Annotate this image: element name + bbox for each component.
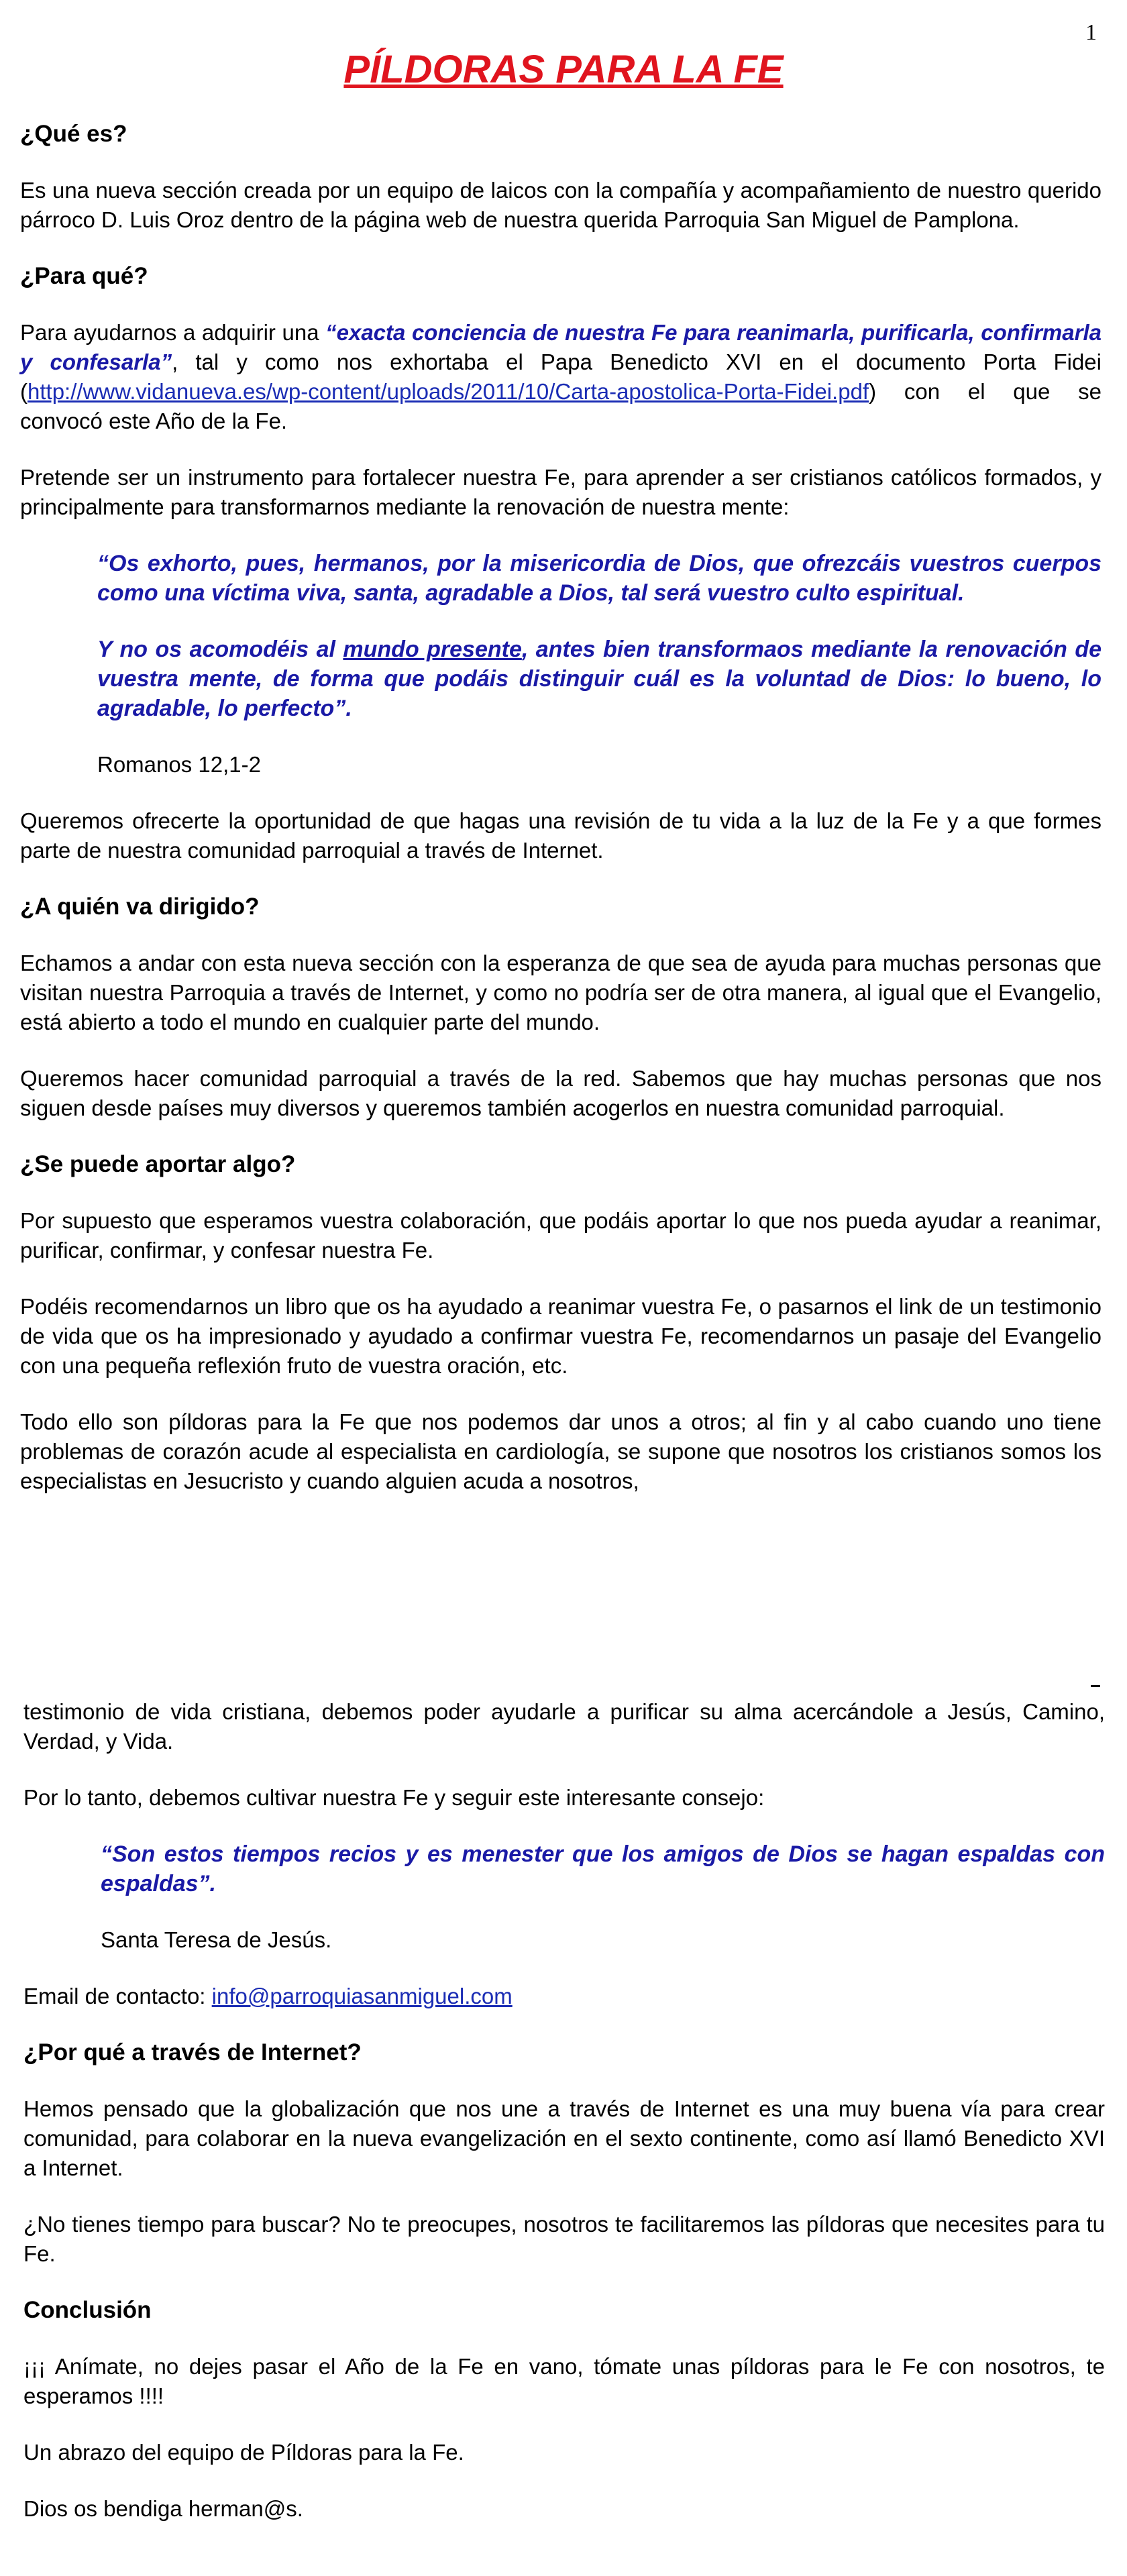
paragraph: Es una nueva sección creada por un equipo de laicos con la compañía y acompañamiento de nuestro querido párroco D. Luis Oroz dentro de la página web de nuestra querida Parroquia San Miguel de Pamplona. — [20, 178, 1102, 232]
quote-attribution: Santa Teresa de Jesús. — [101, 1927, 332, 1952]
teresa-quote: “Son estos tiempos recios y es menester que los amigos de Dios se hagan espaldas con espaldas”. — [101, 1841, 1105, 1896]
heading-para-que: ¿Para qué? — [20, 263, 148, 289]
contact-email-link[interactable]: info@parroquiasanmiguel.com — [211, 1984, 513, 2008]
heading-a-quien: ¿A quién va dirigido? — [20, 894, 260, 920]
paragraph: Un abrazo del equipo de Píldoras para la Fe. — [23, 2440, 464, 2465]
heading-conclusion: Conclusión — [23, 2297, 152, 2323]
document-title: PÍLDORAS PARA LA FE — [343, 48, 784, 91]
underlined-text: mundo presente — [343, 637, 522, 662]
paragraph: Dios os bendiga herman@s. — [23, 2496, 303, 2521]
paragraph: Por supuesto que esperamos vuestra colaboración, que podáis aportar lo que nos pueda ayudar a reanimar, purificar, confirmar, y confesar nuestra Fe. — [20, 1208, 1102, 1263]
paragraph: Hemos pensado que la globalización que nos une a través de Internet es una muy buena vía para crear comunidad, para colaborar en la nueva evangelización en el sexto continente, como así llamó Benedicto XVI a Internet. — [23, 2096, 1105, 2180]
paragraph: ¿No tienes tiempo para buscar? No te preocupes, nosotros te facilitaremos las píldoras que necesites para tu Fe. — [23, 2212, 1105, 2266]
bible-quote-2 — [97, 635, 1102, 723]
paragraph: Queremos ofrecerte la oportunidad de que hagas una revisión de tu vida a la luz de la Fe y a que formes parte de nuestra comunidad parroquial a través de Internet. — [20, 808, 1102, 863]
text: , tal y como nos exhortaba el Papa Benedicto XVI en el documento Porta Fidei ( — [20, 350, 1102, 404]
page-number: 1 — [1085, 20, 1097, 45]
document-body-continued — [23, 1697, 1105, 2551]
paragraph: Todo ello son píldoras para la Fe que nos podemos dar unos a otros; al fin y al cabo cuando uno tiene problemas de corazón acude al especialista en cardiología, se supone que nosotros los cristianos somos los especialistas en Jesucristo y cuando alguien acuda a nosotros, — [20, 1409, 1102, 1493]
porta-fidei-link[interactable]: http://www.vidanueva.es/wp-content/uploads/2011/10/Carta-apostolica-Porta-Fidei.pdf — [28, 379, 869, 404]
document-body — [20, 119, 1102, 1523]
text: Para ayudarnos a adquirir una — [20, 320, 326, 345]
text: , antes bien transformaos mediante la renovación de vuestra mente, de forma que podáis distinguir cuál es la voluntad de Dios: lo bueno, lo agradable, lo perfecto”. — [97, 637, 1102, 721]
heading-que-es: ¿Qué es? — [20, 121, 127, 147]
heading-internet: ¿Por qué a través de Internet? — [23, 2039, 362, 2065]
paragraph: Echamos a andar con esta nueva sección con la esperanza de que sea de ayuda para muchas personas que visitan nuestra Parroquia a través de Internet, y como no podría ser de otra manera, al igual que el Evangelio, está abierto a todo el mundo en cualquier parte del mundo. — [20, 951, 1102, 1034]
paragraph: Podéis recomendarnos un libro que os ha ayudado a reanimar vuestra Fe, o pasarnos el link de un testimonio de vida que os ha impresionado y ayudado a confirmar vuestra Fe, recomendarnos un pasaje del Evangelio con una pequeña reflexión fruto de vuestra oración, etc. — [20, 1294, 1102, 1378]
text: Y no os acomodéis al — [97, 637, 343, 662]
emphasis-quote: “exacta conciencia de nuestra Fe para reanimarla, purificarla, confirmarla y confesarla” — [20, 320, 1102, 374]
email-label: Email de contacto: — [23, 1984, 212, 2008]
contact-email-line — [23, 1982, 1105, 2011]
quote-attribution: Romanos 12,1-2 — [97, 752, 261, 777]
paragraph-porta-fidei — [20, 318, 1102, 436]
text: ) con el que se convocó este Año de la Fe. — [20, 379, 1102, 433]
paragraph: ¡¡¡ Anímate, no dejes pasar el Año de la Fe en vano, tómate unas píldoras para le Fe con nosotros, te esperamos !!!! — [23, 2354, 1105, 2408]
scan-mark — [1091, 1685, 1100, 1687]
paragraph: Por lo tanto, debemos cultivar nuestra Fe y seguir este interesante consejo: — [23, 1785, 765, 1810]
paragraph: Queremos hacer comunidad parroquial a través de la red. Sabemos que hay muchas personas que nos siguen desde países muy diversos y queremos también acogerlos en nuestra comunidad parroquial. — [20, 1066, 1102, 1120]
bible-quote-1: “Os exhorto, pues, hermanos, por la misericordia de Dios, que ofrezcáis vuestros cuerpos como una víctima viva, santa, agradable a Dios, tal será vuestro culto espiritual. — [97, 551, 1102, 606]
heading-aportar: ¿Se puede aportar algo? — [20, 1151, 296, 1177]
paragraph: testimonio de vida cristiana, debemos poder ayudarle a purificar su alma acercándole a Jesús, Camino, Verdad, y Vida. — [23, 1699, 1105, 1754]
paragraph: Pretende ser un instrumento para fortalecer nuestra Fe, para aprender a ser cristianos católicos formados, y principalmente para transformarnos mediante la renovación de nuestra mente: — [20, 465, 1102, 519]
